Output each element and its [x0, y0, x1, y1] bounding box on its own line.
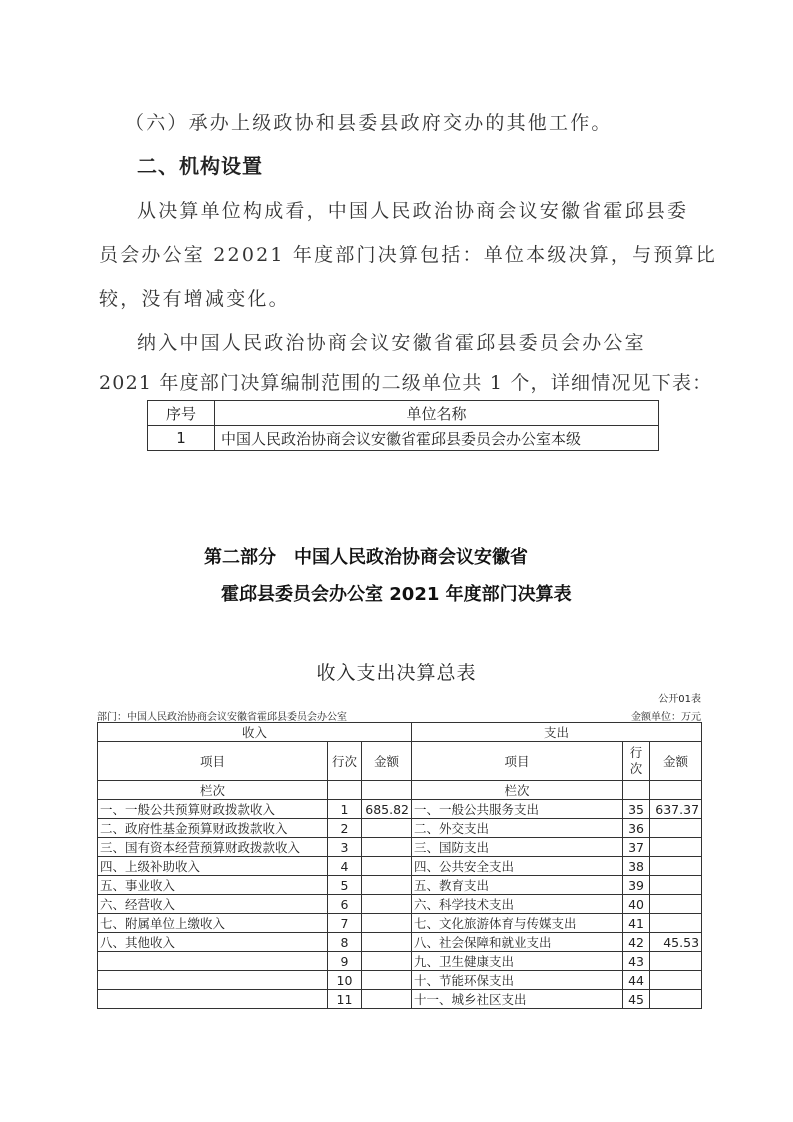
expense-line: 41	[623, 914, 650, 933]
form-number: 公开01表	[658, 694, 701, 705]
expense-line: 35	[623, 800, 650, 819]
table-row	[98, 819, 702, 838]
expense-amount	[650, 895, 702, 914]
table-header-row	[148, 401, 659, 426]
table-row	[98, 990, 702, 1009]
income-line: 9	[328, 952, 362, 971]
income-expense-summary-table	[97, 722, 702, 1009]
cell-unit-name: 中国人民政治协商会议安徽省霍邱县委员会办公室本级	[215, 426, 659, 451]
expense-row-label: 栏次	[412, 781, 623, 800]
paragraph-line: 较，没有增减变化。	[99, 288, 290, 310]
table-row	[98, 952, 702, 971]
expense-line: 44	[623, 971, 650, 990]
expense-item: 七、文化旅游体育与传媒支出	[412, 914, 623, 933]
income-item-header: 项目	[98, 742, 328, 781]
income-item: 四、上级补助收入	[98, 857, 328, 876]
expense-item: 二、外交支出	[412, 819, 623, 838]
expense-amount	[650, 838, 702, 857]
unit-label: 金额单位：万元	[631, 712, 701, 723]
expense-item: 三、国防支出	[412, 838, 623, 857]
table-row	[98, 838, 702, 857]
income-item: 六、经营收入	[98, 895, 328, 914]
income-line: 8	[328, 933, 362, 952]
expense-line: 37	[623, 838, 650, 857]
income-amount-header: 金额	[362, 742, 412, 781]
expense-line: 45	[623, 990, 650, 1009]
income-amount	[362, 914, 412, 933]
expense-line: 39	[623, 876, 650, 895]
section-heading: 二、机构设置	[137, 154, 263, 178]
income-amount	[362, 838, 412, 857]
income-line: 6	[328, 895, 362, 914]
income-item	[98, 990, 328, 1009]
expense-item: 四、公共安全支出	[412, 857, 623, 876]
empty-cell	[650, 781, 702, 800]
income-line: 1	[328, 800, 362, 819]
expense-item: 六、科学技术支出	[412, 895, 623, 914]
header-no: 序号	[148, 401, 215, 426]
income-line: 4	[328, 857, 362, 876]
expense-line: 43	[623, 952, 650, 971]
table-row	[98, 895, 702, 914]
group-header-row	[98, 723, 702, 742]
paragraph-line: 从决算单位构成看，中国人民政治协商会议安徽省霍邱县委	[137, 200, 689, 222]
income-amount	[362, 952, 412, 971]
income-item: 一、一般公共预算财政拨款收入	[98, 800, 328, 819]
sheet-title: 收入支出决算总表	[316, 662, 477, 684]
expense-item: 十一、城乡社区支出	[412, 990, 623, 1009]
empty-cell	[623, 781, 650, 800]
expense-amount	[650, 990, 702, 1009]
income-item: 七、附属单位上缴收入	[98, 914, 328, 933]
department-label: 部门：中国人民政治协商会议安徽省霍邱县委员会办公室	[97, 712, 347, 723]
income-item: 三、国有资本经营预算财政拨款收入	[98, 838, 328, 857]
income-line: 7	[328, 914, 362, 933]
income-amount	[362, 895, 412, 914]
table-row	[148, 426, 659, 451]
income-header: 收入	[98, 723, 412, 742]
income-item: 五、事业收入	[98, 876, 328, 895]
income-item	[98, 971, 328, 990]
income-amount	[362, 857, 412, 876]
column-index-row	[98, 781, 702, 800]
paragraph-line: 2021 年度部门决算编制范围的二级单位共 1 个，详细情况见下表：	[99, 372, 713, 394]
paragraph-item-six: （六）承办上级政协和县委县政府交办的其他工作。	[125, 112, 613, 134]
table-row	[98, 971, 702, 990]
expense-amount	[650, 819, 702, 838]
empty-cell	[362, 781, 412, 800]
table-row	[98, 876, 702, 895]
expense-amount	[650, 952, 702, 971]
income-amount	[362, 819, 412, 838]
expense-line: 42	[623, 933, 650, 952]
paragraph-line: 员会办公室 22021 年度部门决算包括：单位本级决算，与预算比	[99, 244, 717, 266]
paragraph-line: 纳入中国人民政治协商会议安徽省霍邱县委员会办公室	[137, 332, 646, 354]
unit-table	[147, 400, 659, 451]
expense-item: 九、卫生健康支出	[412, 952, 623, 971]
income-line: 10	[328, 971, 362, 990]
income-line: 5	[328, 876, 362, 895]
income-row-label: 栏次	[98, 781, 328, 800]
income-amount	[362, 990, 412, 1009]
expense-line: 36	[623, 819, 650, 838]
expense-item: 八、社会保障和就业支出	[412, 933, 623, 952]
income-line: 11	[328, 990, 362, 1009]
expense-item-header: 项目	[412, 742, 623, 781]
expense-amount	[650, 876, 702, 895]
income-amount	[362, 876, 412, 895]
expense-amount	[650, 971, 702, 990]
expense-item: 一、一般公共服务支出	[412, 800, 623, 819]
expense-amount: 45.53	[650, 933, 702, 952]
income-amount	[362, 971, 412, 990]
table-row	[98, 857, 702, 876]
expense-line: 40	[623, 895, 650, 914]
table-row	[98, 933, 702, 952]
expense-amount	[650, 914, 702, 933]
empty-cell	[328, 781, 362, 800]
table-row	[98, 914, 702, 933]
table-row	[98, 800, 702, 819]
expense-header: 支出	[412, 723, 702, 742]
income-item: 二、政府性基金预算财政拨款收入	[98, 819, 328, 838]
expense-item: 十、节能环保支出	[412, 971, 623, 990]
expense-line-header: 行 次	[623, 742, 650, 781]
part-two-title-line1: 第二部分 中国人民政治协商会议安徽省	[204, 547, 528, 568]
expense-line: 38	[623, 857, 650, 876]
cell-no: 1	[148, 426, 215, 451]
expense-amount	[650, 857, 702, 876]
expense-item: 五、教育支出	[412, 876, 623, 895]
expense-amount-header: 金额	[650, 742, 702, 781]
income-amount	[362, 933, 412, 952]
income-item: 八、其他收入	[98, 933, 328, 952]
income-line-header: 行次	[328, 742, 362, 781]
income-item	[98, 952, 328, 971]
header-unit-name: 单位名称	[215, 401, 659, 426]
expense-amount: 637.37	[650, 800, 702, 819]
income-amount: 685.82	[362, 800, 412, 819]
income-line: 3	[328, 838, 362, 857]
part-two-title-line2: 霍邱县委员会办公室 2021 年度部门决算表	[221, 584, 572, 605]
income-line: 2	[328, 819, 362, 838]
column-header-row	[98, 742, 702, 781]
